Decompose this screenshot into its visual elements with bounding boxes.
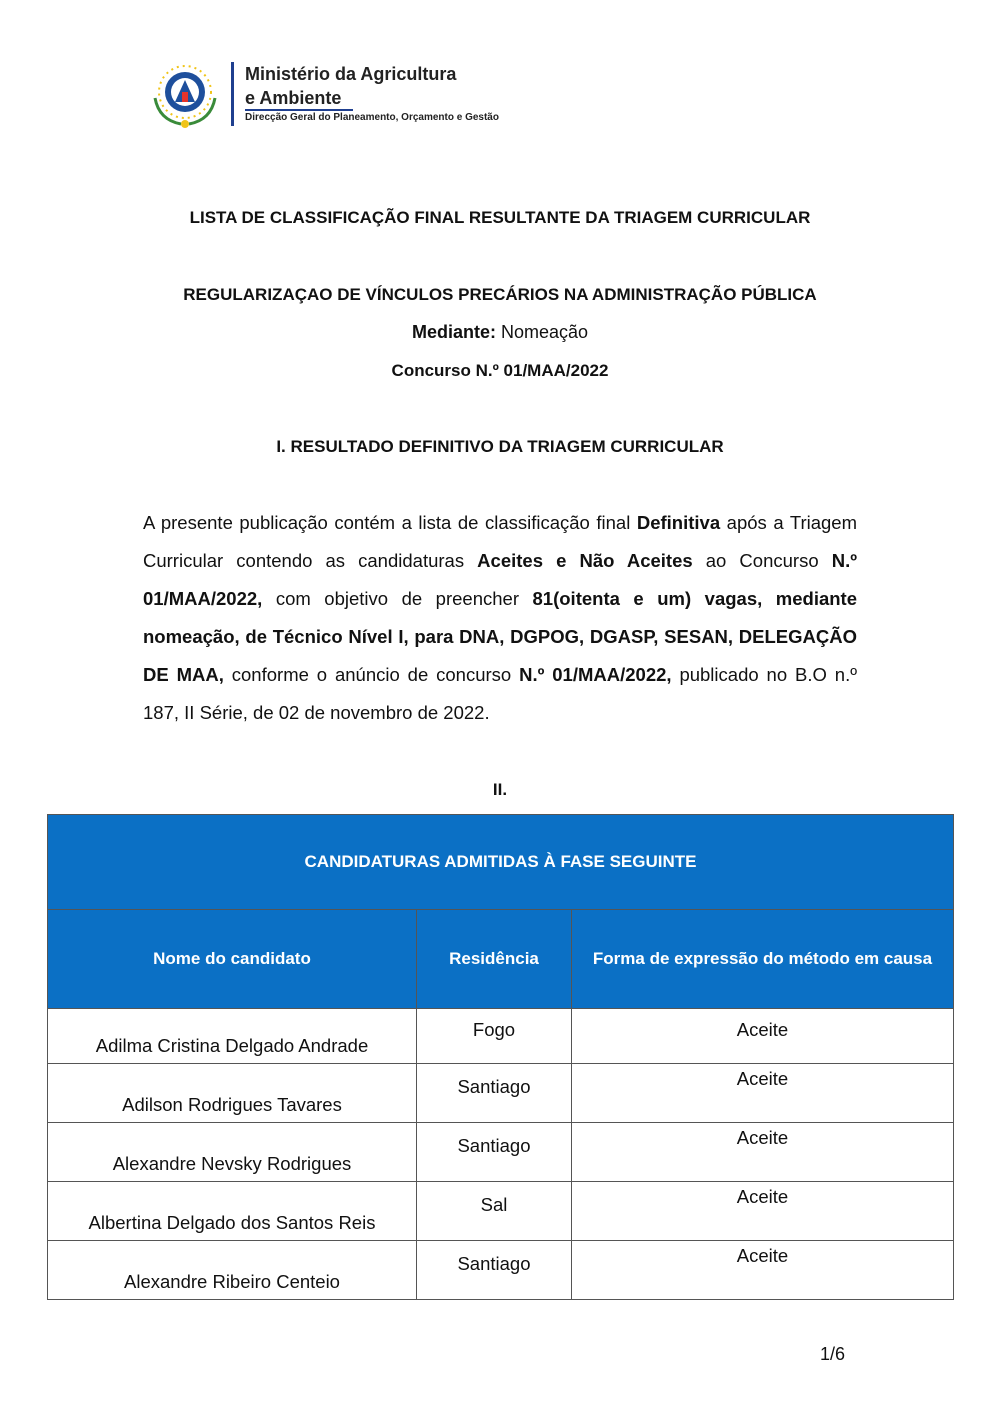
intro-bold: Definitiva — [636, 512, 721, 533]
intro-text: após a Triagem Curricular contendo as candidaturas — [143, 512, 857, 571]
candidate-name: Adilson Rodrigues Tavares — [48, 1064, 417, 1123]
candidate-name: Alexandre Ribeiro Centeio — [48, 1241, 417, 1300]
mediante-value: Nomeação — [495, 322, 589, 342]
intro-text: ao Concurso — [692, 550, 832, 571]
document-subtitle: REGULARIZAÇAO DE VÍNCULOS PRECÁRIOS NA ADMINISTRAÇÃO PÚBLICA — [183, 285, 817, 304]
column-header-residence: Residência — [417, 910, 572, 1009]
candidate-status: Aceite — [572, 1009, 954, 1064]
candidate-status: Aceite — [572, 1064, 954, 1123]
intro-bold: 81(oitenta e um) vagas, mediante nomeação, de Técnico Nível I, para DNA, DGPOG, DGASP, SESAN, DELEGAÇÃO DE MAA, — [143, 588, 858, 685]
intro-bold: Aceites e Não Aceites — [477, 550, 693, 571]
candidate-residence: Fogo — [417, 1009, 572, 1064]
table-title-row — [48, 815, 954, 910]
concurso-number: Concurso N.º 01/MAA/2022 — [391, 361, 609, 380]
table-row — [48, 1123, 954, 1182]
candidate-residence: Santiago — [417, 1123, 572, 1182]
intro-bold: N.º 01/MAA/2022, — [143, 550, 857, 609]
column-header-method: Forma de expressão do método em causa — [572, 910, 954, 1009]
candidate-residence: Sal — [417, 1182, 572, 1241]
document-title: LISTA DE CLASSIFICAÇÃO FINAL RESULTANTE DA TRIAGEM CURRICULAR — [189, 208, 811, 227]
section-1-title: I. RESULTADO DEFINITIVO DA TRIAGEM CURRICULAR — [276, 437, 724, 456]
cape-verde-emblem-icon — [145, 58, 225, 130]
logo-underline — [245, 109, 353, 111]
candidate-name: Alexandre Nevsky Rodrigues — [48, 1123, 417, 1182]
mediante-line — [0, 322, 1000, 343]
table-row — [48, 1241, 954, 1300]
section-2-title: II. — [492, 780, 508, 799]
candidate-name: Albertina Delgado dos Santos Reis — [48, 1182, 417, 1241]
table-row — [48, 1182, 954, 1241]
ministry-logo — [145, 58, 499, 138]
candidate-status: Aceite — [572, 1182, 954, 1241]
ministry-name-cont: e Ambiente — [245, 88, 342, 108]
intro-paragraph — [143, 504, 857, 732]
intro-text: publicado no B.O n.º 187, II Série, de 02 de novembro de 2022. — [143, 664, 857, 723]
page-number: 1/6 — [820, 1344, 846, 1364]
directorate-name: Direcção Geral do Planeamento, Orçamento e Gestão — [245, 112, 499, 123]
table-row — [48, 1009, 954, 1064]
intro-bold: N.º 01/MAA/2022, — [519, 664, 672, 685]
results-table — [47, 814, 954, 1300]
intro-text: A presente publicação contém a lista de classificação final — [143, 512, 637, 533]
table-title: CANDIDATURAS ADMITIDAS À FASE SEGUINTE — [48, 815, 954, 910]
table-header-row — [48, 910, 954, 1009]
intro-text: conforme o anúncio de concurso — [223, 664, 520, 685]
candidate-status: Aceite — [572, 1241, 954, 1300]
ministry-name: Ministério da Agricultura — [245, 64, 457, 84]
candidate-residence: Santiago — [417, 1241, 572, 1300]
mediante-label: Mediante: — [411, 322, 496, 342]
logo-divider — [231, 62, 234, 126]
candidate-residence: Santiago — [417, 1064, 572, 1123]
candidate-status: Aceite — [572, 1123, 954, 1182]
column-header-name: Nome do candidato — [48, 910, 417, 1009]
table-row — [48, 1064, 954, 1123]
candidate-name: Adilma Cristina Delgado Andrade — [48, 1009, 417, 1064]
intro-text: com objetivo de preencher — [262, 588, 533, 609]
